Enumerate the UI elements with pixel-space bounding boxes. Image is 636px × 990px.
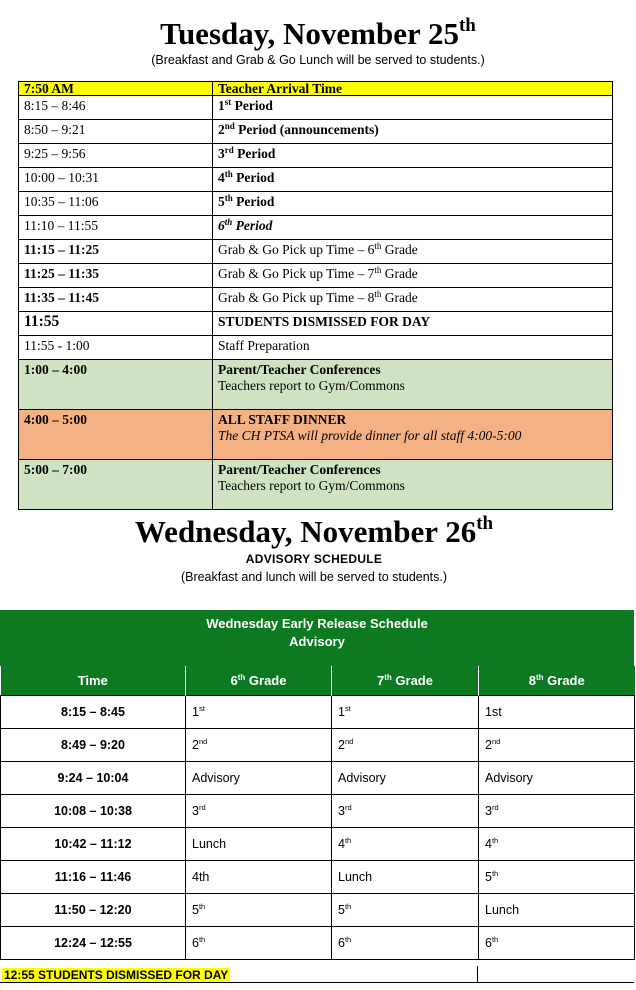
event-title: ALL STAFF DINNER bbox=[218, 412, 347, 427]
event-cell: STUDENTS DISMISSED FOR DAY bbox=[213, 312, 613, 336]
header-time: Time bbox=[1, 666, 186, 696]
table-row bbox=[19, 312, 613, 336]
event-title: Parent/Teacher Conferences bbox=[218, 462, 381, 477]
grade-8-cell: 4th bbox=[479, 828, 635, 861]
table-row bbox=[19, 240, 613, 264]
event-detail: The CH PTSA will provide dinner for all staff 4:00-5:00 bbox=[218, 428, 522, 443]
grade-7-cell: 5th bbox=[332, 894, 479, 927]
time-cell: 9:25 – 9:56 bbox=[19, 144, 213, 168]
table-row bbox=[19, 360, 613, 410]
time-cell: 11:50 – 12:20 bbox=[1, 894, 186, 927]
time-cell: 7:50 AM bbox=[19, 82, 213, 96]
event-cell: 1st Period bbox=[213, 96, 613, 120]
time-cell: 11:16 – 11:46 bbox=[1, 861, 186, 894]
grade-6-cell: Advisory bbox=[186, 762, 332, 795]
grade-6-cell: Lunch bbox=[186, 828, 332, 861]
grade-7-cell: Advisory bbox=[332, 762, 479, 795]
event-cell: Grab & Go Pick up Time – 6th Grade bbox=[213, 240, 613, 264]
time-cell: 8:15 – 8:45 bbox=[1, 696, 186, 729]
event-cell: 4th Period bbox=[213, 168, 613, 192]
table-row bbox=[19, 336, 613, 360]
wednesday-table-title bbox=[0, 610, 634, 666]
time-cell: 9:24 – 10:04 bbox=[1, 762, 186, 795]
wednesday-dismissal: 12:55 STUDENTS DISMISSED FOR DAY bbox=[4, 968, 229, 982]
header-grade-7: 7th Grade bbox=[332, 666, 479, 696]
table-row bbox=[19, 168, 613, 192]
time-cell: 10:08 – 10:38 bbox=[1, 795, 186, 828]
time-cell: 12:24 – 12:55 bbox=[1, 927, 186, 960]
table-title: Wednesday Early Release Schedule bbox=[206, 616, 428, 631]
event-detail: Teachers report to Gym/Commons bbox=[218, 378, 405, 393]
time-cell: 10:35 – 11:06 bbox=[19, 192, 213, 216]
header-grade-8: 8th Grade bbox=[479, 666, 635, 696]
wednesday-note: (Breakfast and lunch will be served to students.) bbox=[180, 570, 448, 584]
table-row bbox=[19, 96, 613, 120]
time-cell: 5:00 – 7:00 bbox=[19, 460, 213, 510]
grade-8-cell: Lunch bbox=[479, 894, 635, 927]
table-row bbox=[19, 192, 613, 216]
grade-7-cell: Lunch bbox=[332, 861, 479, 894]
time-cell: 8:15 – 8:46 bbox=[19, 96, 213, 120]
time-cell: 4:00 – 5:00 bbox=[19, 410, 213, 460]
time-cell: 10:00 – 10:31 bbox=[19, 168, 213, 192]
tuesday-subtitle: (Breakfast and Grab & Go Lunch will be served to students.) bbox=[151, 53, 485, 67]
tuesday-schedule-table bbox=[18, 81, 613, 510]
event-cell bbox=[213, 460, 613, 510]
table-subtitle: Advisory bbox=[289, 634, 345, 649]
time-cell: 11:15 – 11:25 bbox=[19, 240, 213, 264]
table-row bbox=[19, 144, 613, 168]
table-row bbox=[19, 216, 613, 240]
table-row bbox=[19, 82, 613, 96]
time-cell: 10:42 – 11:12 bbox=[1, 828, 186, 861]
time-cell: 11:10 – 11:55 bbox=[19, 216, 213, 240]
grade-7-cell: 6th bbox=[332, 927, 479, 960]
event-cell: Grab & Go Pick up Time – 7th Grade bbox=[213, 264, 613, 288]
event-cell bbox=[213, 360, 613, 410]
event-cell: Teacher Arrival Time bbox=[213, 82, 613, 96]
grade-8-cell: 3rd bbox=[479, 795, 635, 828]
event-cell: 6th Period bbox=[213, 216, 613, 240]
grade-8-cell: 6th bbox=[479, 927, 635, 960]
table-row bbox=[19, 264, 613, 288]
table-row bbox=[1, 696, 635, 729]
grade-8-cell: Advisory bbox=[479, 762, 635, 795]
grade-6-cell: 6th bbox=[186, 927, 332, 960]
time-cell: 11:55 - 1:00 bbox=[19, 336, 213, 360]
wednesday-subtitle: ADVISORY SCHEDULE bbox=[245, 552, 383, 566]
table-row bbox=[1, 861, 635, 894]
grade-7-cell: 4th bbox=[332, 828, 479, 861]
table-row bbox=[1, 894, 635, 927]
event-cell: Staff Preparation bbox=[213, 336, 613, 360]
time-cell: 8:49 – 9:20 bbox=[1, 729, 186, 762]
time-cell: 11:55 bbox=[19, 312, 213, 336]
table-row bbox=[1, 828, 635, 861]
grade-6-cell: 5th bbox=[186, 894, 332, 927]
event-cell: Grab & Go Pick up Time – 8th Grade bbox=[213, 288, 613, 312]
grade-7-cell: 3rd bbox=[332, 795, 479, 828]
table-header-row bbox=[1, 666, 635, 696]
time-cell: 11:25 – 11:35 bbox=[19, 264, 213, 288]
grade-6-cell: 1st bbox=[186, 696, 332, 729]
header-grade-6: 6th Grade bbox=[186, 666, 332, 696]
time-cell: 11:35 – 11:45 bbox=[19, 288, 213, 312]
event-cell bbox=[213, 410, 613, 460]
table-divider bbox=[477, 966, 478, 982]
table-row bbox=[19, 460, 613, 510]
table-row bbox=[19, 288, 613, 312]
table-row bbox=[1, 729, 635, 762]
table-row bbox=[1, 927, 635, 960]
grade-7-cell: 2nd bbox=[332, 729, 479, 762]
event-detail: Teachers report to Gym/Commons bbox=[218, 478, 405, 493]
grade-6-cell: 4th bbox=[186, 861, 332, 894]
event-cell: 5th Period bbox=[213, 192, 613, 216]
wednesday-title: Wednesday, November 26th bbox=[134, 513, 494, 549]
wednesday-schedule-table bbox=[0, 666, 635, 960]
tuesday-title: Tuesday, November 25th bbox=[160, 15, 476, 51]
grade-7-cell: 1st bbox=[332, 696, 479, 729]
event-cell: 3rd Period bbox=[213, 144, 613, 168]
event-cell: 2nd Period (announcements) bbox=[213, 120, 613, 144]
time-cell: 8:50 – 9:21 bbox=[19, 120, 213, 144]
grade-8-cell: 2nd bbox=[479, 729, 635, 762]
table-bottom-border bbox=[0, 982, 634, 983]
grade-6-cell: 2nd bbox=[186, 729, 332, 762]
table-row bbox=[19, 410, 613, 460]
event-title: Parent/Teacher Conferences bbox=[218, 362, 381, 377]
table-row bbox=[19, 120, 613, 144]
grade-8-cell: 5th bbox=[479, 861, 635, 894]
grade-8-cell: 1st bbox=[479, 696, 635, 729]
table-row bbox=[1, 762, 635, 795]
table-row bbox=[1, 795, 635, 828]
grade-6-cell: 3rd bbox=[186, 795, 332, 828]
time-cell: 1:00 – 4:00 bbox=[19, 360, 213, 410]
